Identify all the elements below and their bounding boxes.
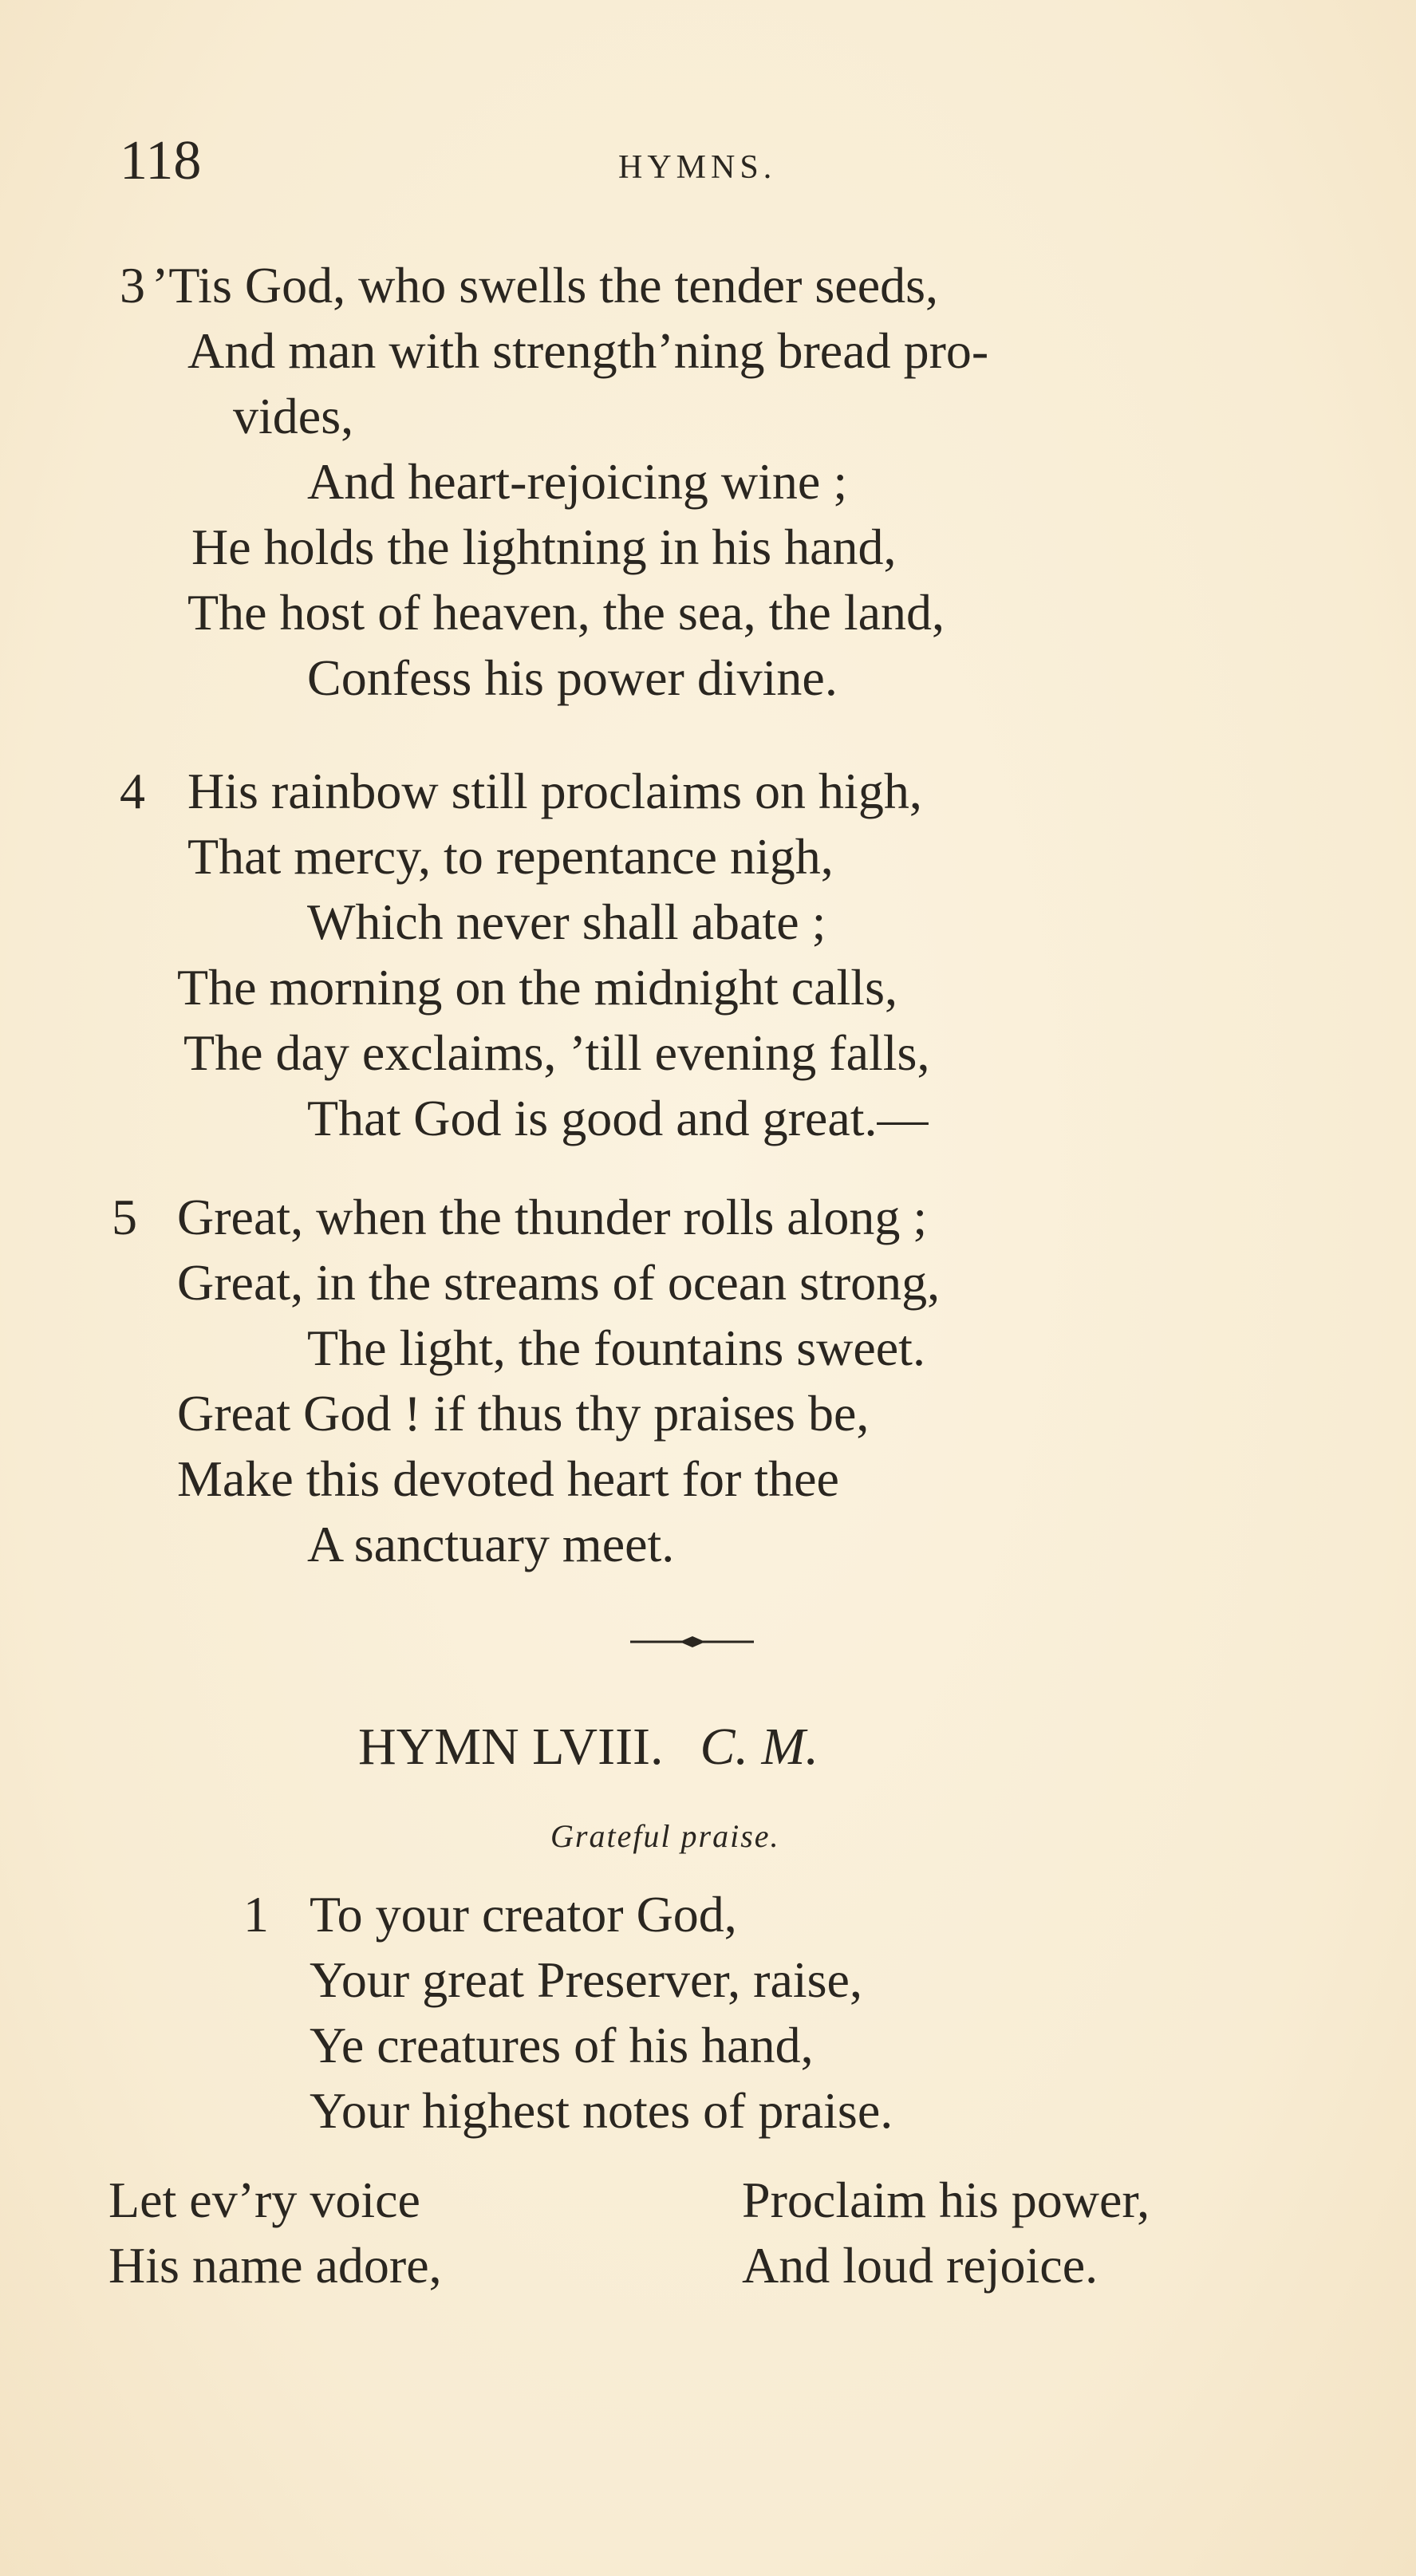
verse-line: The morning on the midnight calls, (177, 959, 897, 1016)
stanza-number: 4 (120, 763, 145, 819)
verse-line: Great God ! if thus thy praises be, (177, 1385, 870, 1442)
hymn-subtitle: Grateful praise. (550, 1818, 780, 1854)
verse-line: That God is good and great.— (307, 1090, 929, 1146)
verse-line: Make this devoted heart for thee (177, 1450, 839, 1507)
verse-line: And man with strength’ning bread pro- (187, 322, 989, 379)
chorus-line-left: Let ev’ry voice (108, 2172, 420, 2228)
verse-line: The day exclaims, ’till evening falls, (183, 1024, 930, 1081)
verse-line: Which never shall abate ; (307, 894, 826, 950)
hymn-meter: C. M. (700, 1718, 819, 1776)
verse-line: Confess his power divine. (307, 649, 838, 706)
verse-line: The host of heaven, the sea, the land, (187, 584, 945, 641)
running-title: HYMNS. (618, 149, 777, 186)
verse-line: Ye creatures of his hand, (310, 2017, 814, 2073)
verse-line: The light, the fountains sweet. (307, 1320, 925, 1376)
verse-line: vides, (233, 388, 354, 444)
hymn-number: HYMN LVIII. (358, 1718, 664, 1776)
verse-line: Your great Preserver, raise, (310, 1951, 862, 2008)
verse-line: He holds the lightning in his hand, (191, 519, 897, 575)
verse-line: And heart-rejoicing wine ; (307, 453, 848, 510)
verse-line: A sanctuary meet. (307, 1516, 675, 1572)
verse-line: His rainbow still proclaims on high, (187, 763, 922, 819)
chorus-line-right: And loud rejoice. (742, 2237, 1098, 2294)
verse-line: Great, when the thunder rolls along ; (177, 1189, 928, 1245)
verse-line: That mercy, to repentance nigh, (187, 828, 834, 885)
chorus-line-left: His name adore, (108, 2237, 442, 2294)
ornament-divider (630, 1634, 754, 1650)
verse-line: Your highest notes of praise. (310, 2082, 893, 2139)
stanza-number: 3 (120, 257, 145, 314)
stanza-number: 1 (243, 1886, 269, 1943)
chorus-line-right: Proclaim his power, (742, 2172, 1150, 2228)
verse-line: To your creator God, (310, 1886, 737, 1943)
stanza-number: 5 (112, 1189, 137, 1245)
verse-line: ’Tis God, who swells the tender seeds, (152, 257, 938, 314)
verse-line: Great, in the streams of ocean strong, (177, 1254, 941, 1311)
hymn-title (358, 1715, 818, 1779)
page-number: 118 (120, 130, 202, 191)
